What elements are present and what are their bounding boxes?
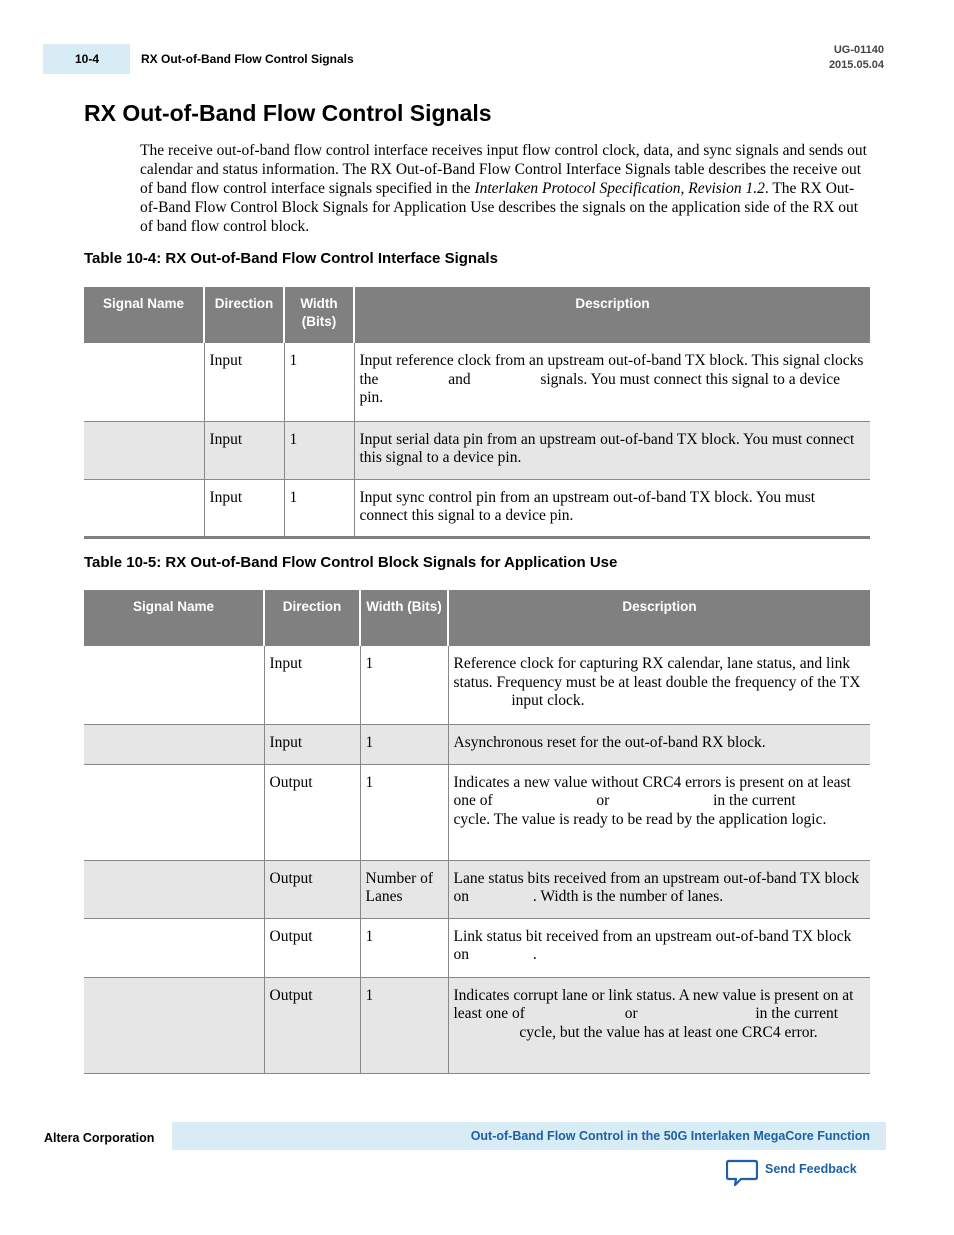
send-feedback-link[interactable]: Send Feedback [765,1162,857,1176]
table-row [84,479,870,537]
description-cell: Asynchronous reset for the out-of-band RX block. [448,724,870,764]
desc-text: Indicates a new value without CRC4 errors is present on at least one of [453,773,851,809]
table-row [84,421,870,479]
intro-text-1: The receive out-of-band flow control interface receives input flow control clock, data, and sync signals and sends out calendar and status information. The RX Out-of-Band Flow Control Interface Signals table describes the receive out of band flow control interface signals specified in the [140,142,867,197]
description-cell: Input sync control pin from an upstream out-of-band TX block. You must connect this signal to a device pin. [354,479,870,537]
col-direction: Direction [264,590,360,646]
table-row [84,764,870,860]
interface-signals-table [84,287,870,539]
page-number: 10-4 [75,52,100,66]
table-row [84,918,870,977]
table-row [84,860,870,918]
description-cell [448,918,870,977]
desc-text: Input reference clock from an upstream out-of-band TX block. This signal clocks the [359,352,864,388]
signal-name-cell [84,343,204,421]
doc-info [829,43,884,73]
desc-text: Reference clock for capturing RX calendar, lane status, and link status. Frequency must be at least double the frequency of the TX [453,655,861,691]
description-cell: Input serial data pin from an upstream out-of-band TX block. You must connect this signal to a device pin. [354,421,870,479]
table-row [84,646,870,724]
direction-cell: Output [264,764,360,860]
signal-name-cell [84,764,264,860]
doc-id: UG-01140 [833,44,884,56]
desc-text: cycle. The value is ready to be read by the application logic. [453,810,827,828]
col-direction: Direction [204,287,284,343]
direction-cell: Input [204,479,284,537]
desc-text: . [532,946,537,963]
signal-name-cell [84,479,204,537]
direction-cell: Output [264,918,360,977]
table-header-row [84,590,870,646]
col-width: Width (Bits) [284,287,354,343]
description-cell [448,860,870,918]
direction-cell: Output [264,860,360,918]
table1-caption: Table 10-4: RX Out-of-Band Flow Control Interface Signals [84,250,498,267]
desc-text: and [444,370,475,388]
desc-text: in the current [709,792,800,809]
description-cell [448,764,870,860]
desc-text: Lane status bits received from an upstream out-of-band TX block on [453,869,860,905]
table-row [84,343,870,421]
signal-name-cell [84,421,204,479]
desc-text: cycle, but the value has at least one CRC4 error. [515,1023,818,1041]
desc-text: or [592,792,614,809]
signal-name-cell [84,646,264,724]
desc-text: Indicates corrupt lane or link status. A new value is present on at least one of [453,986,854,1022]
document-title-link[interactable]: Out-of-Band Flow Control in the 50G Interlaken MegaCore Function [470,1129,870,1143]
width-cell: 1 [284,421,354,479]
intro-paragraph [140,141,870,236]
application-signals-table [84,590,870,1074]
page-title: RX Out-of-Band Flow Control Signals [84,100,492,126]
direction-cell: Input [264,646,360,724]
direction-cell: Input [264,724,360,764]
col-width: Width (Bits) [360,590,448,646]
width-cell: 1 [360,918,448,977]
table-header-row [84,287,870,343]
company-name: Altera Corporation [44,1131,155,1145]
description-cell [448,977,870,1073]
width-cell: 1 [360,764,448,860]
table2-caption: Table 10-5: RX Out-of-Band Flow Control Block Signals for Application Use [84,554,618,571]
width-cell: 1 [360,646,448,724]
table-row [84,724,870,764]
desc-text: or [620,1005,642,1022]
signal-name-cell [84,977,264,1073]
width-cell: 1 [360,724,448,764]
intro-text-2: . The RX Out-of-Band Flow Control Block Signals for Application Use describes the signals on the application side of the RX out of band flow control block. [140,180,859,235]
description-cell [354,343,870,421]
col-signal-name: Signal Name [84,590,264,646]
desc-text: in the current [751,1005,839,1022]
desc-text: . Width is the number of lanes. [532,888,724,905]
doc-date: 2015.05.04 [828,59,884,71]
direction-cell: Output [264,977,360,1073]
desc-text: Link status bit received from an upstream out-of-band TX block on [453,927,852,963]
header-section-title: RX Out-of-Band Flow Control Signals [141,52,354,66]
signal-name-cell [84,860,264,918]
width-cell: 1 [360,977,448,1073]
width-cell: Number of Lanes [360,860,448,918]
table-row [84,977,870,1073]
description-cell [448,646,870,724]
col-description: Description [354,287,870,343]
col-signal-name: Signal Name [84,287,204,343]
direction-cell: Input [204,421,284,479]
desc-text: input clock. [507,692,585,709]
width-cell: 1 [284,479,354,537]
col-description: Description [448,590,870,646]
spec-reference-link[interactable]: Interlaken Protocol Specification, Revision 1.2 [474,180,765,197]
speech-bubble-icon[interactable] [726,1159,758,1187]
desc-text: signals. You must connect this signal to a device pin. [359,370,840,406]
signal-name-cell [84,918,264,977]
signal-name-cell [84,724,264,764]
direction-cell: Input [204,343,284,421]
width-cell: 1 [284,343,354,421]
